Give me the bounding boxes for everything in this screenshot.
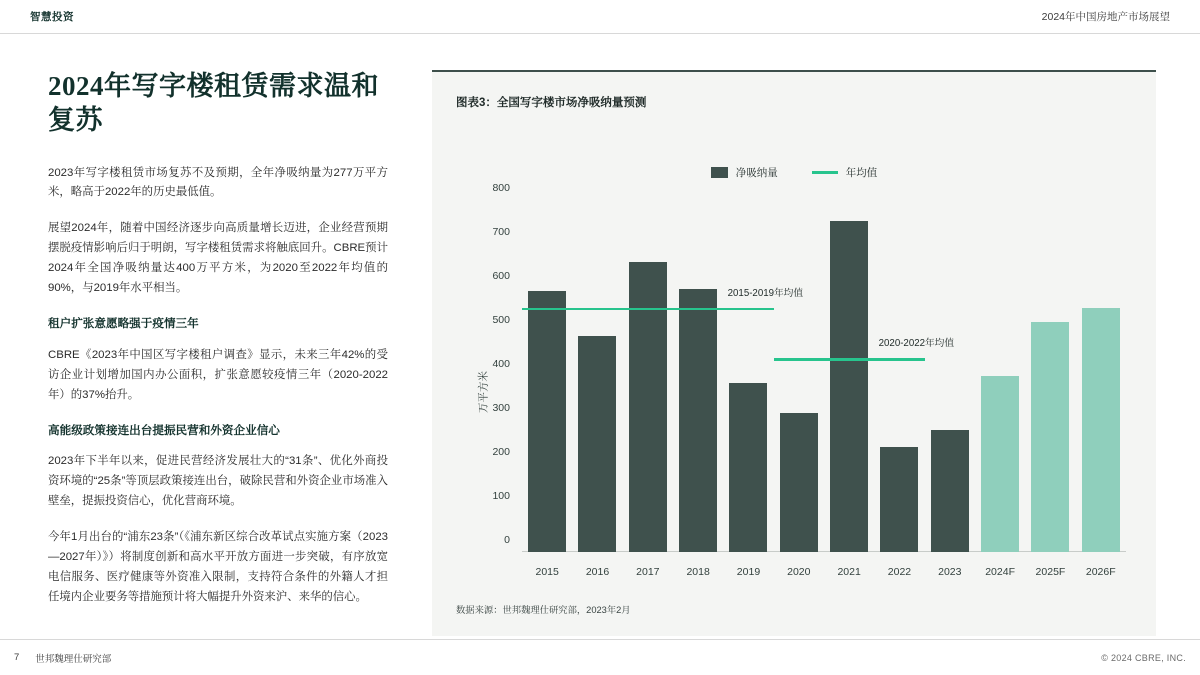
article-paragraph-2: 展望2024年，随着中国经济逐步向高质量增长迈进，企业经营预期摆脱疫情影响后归于明朗，写字楼租赁需求将触底回升。CBRE预计2024年全国净吸纳量达400万平方米，为2020至2022年均值的90%，与2019年水平相当。: [48, 222, 388, 295]
x-tick-2018: 2018: [686, 566, 710, 578]
plot-canvas: [492, 182, 1126, 552]
footer-org: 世邦魏理仕研究部: [35, 653, 112, 665]
article-column: [48, 70, 388, 624]
bar-2016: [578, 336, 616, 552]
bar-slot-2024F: [975, 200, 1025, 552]
y-tick-800: 800: [492, 182, 510, 194]
bar-slot-2022: [874, 200, 924, 552]
bar-2015: [528, 291, 566, 552]
bar-2025F: [1031, 322, 1069, 552]
page-number: 7: [14, 652, 20, 663]
x-tick-2015: 2015: [535, 566, 559, 578]
bar-slot-2025F: [1025, 200, 1075, 552]
legend-item-net-absorption: [711, 165, 778, 180]
bar-2020: [780, 413, 818, 552]
x-tick-2023: 2023: [938, 566, 962, 578]
bar-slot-2020: [774, 200, 824, 552]
bar-slot-2021: [824, 200, 874, 552]
x-tick-2017: 2017: [636, 566, 660, 578]
y-tick-700: 700: [492, 226, 510, 238]
y-tick-300: 300: [492, 402, 510, 414]
x-axis-ticks: [522, 566, 1126, 578]
x-tick-2021: 2021: [837, 566, 861, 578]
bar-series: [522, 200, 1126, 552]
legend-label-net-absorption: 净吸纳量: [735, 167, 778, 179]
legend-line-swatch-icon: [812, 171, 838, 174]
chart-panel: [432, 70, 1156, 636]
x-tick-2019: 2019: [736, 566, 761, 578]
article-paragraph-3: CBRE《2023年中国区写字楼租户调查》显示，未来三年42%的受访企业计划增加国内办公面积，扩张意愿较疫情三年（2020-2022年）的37%抬升。: [48, 348, 388, 401]
average-line-1: [774, 358, 925, 361]
chart-source: 数据来源：世邦魏理仕研究部，2023年2月: [456, 605, 631, 615]
legend-bar-swatch-icon: [711, 167, 728, 178]
article-paragraph-4: 2023年下半年以来，促进民营经济发展壮大的“31条”、优化外商投资环境的“25条”等顶层政策接连出台，破除民营和外资企业市场准入壁垒，提振投资信心，优化营商环境。: [48, 455, 388, 508]
y-tick-500: 500: [492, 314, 510, 326]
footer-left: [14, 651, 111, 665]
bar-2018: [679, 289, 717, 552]
y-tick-600: 600: [492, 270, 510, 282]
average-line-0: [522, 308, 774, 311]
page-footer: [0, 639, 1200, 675]
bar-slot-2016: [572, 200, 622, 552]
bar-slot-2015: [522, 200, 572, 552]
y-tick-400: 400: [492, 358, 510, 370]
y-tick-200: 200: [492, 446, 510, 458]
x-tick-2016: 2016: [585, 566, 610, 578]
y-axis-label: 万平方米: [477, 371, 490, 413]
bar-slot-2026F: [1076, 200, 1126, 552]
article-paragraph-5: 今年1月出台的“浦东23条”（《浦东新区综合改革试点实施方案（2023—2027年）》）将制度创新和高水平开放方面进一步突破，有序放宽电信服务、医疗健康等外资准入限制，支持符合条件的外籍人才担任境内企业要务等措施预计将大幅提升外资来沪、来华的信心。: [48, 531, 388, 603]
legend-label-annual-average: 年均值: [845, 167, 878, 179]
chart-legend: [432, 165, 1156, 180]
bar-2023: [931, 430, 969, 552]
bar-2017: [629, 262, 667, 552]
y-tick-100: 100: [492, 490, 510, 502]
chart-title: 图表3：全国写字楼市场净吸纳量预测: [456, 97, 647, 109]
y-tick-0: 0: [504, 534, 510, 546]
bar-slot-2023: [925, 200, 975, 552]
bar-2022: [880, 447, 918, 552]
bar-2026F: [1082, 308, 1120, 552]
page-header: [0, 0, 1200, 34]
legend-item-annual-average: [812, 165, 878, 180]
bar-2024F: [981, 376, 1019, 552]
plot-area: [456, 182, 1132, 592]
average-label-1: 2020-2022年均值: [878, 338, 955, 350]
article-paragraph-1: 2023年写字楼租赁市场复苏不及预期，全年净吸纳量为277万平方米，略高于2022年的历史最低值。: [48, 166, 388, 199]
bar-2019: [729, 383, 767, 552]
bar-slot-2017: [623, 200, 673, 552]
x-tick-2022: 2022: [887, 566, 912, 578]
x-tick-2025F: 2025F: [1035, 566, 1066, 578]
x-tick-2026F: 2026F: [1085, 566, 1116, 578]
average-label-0: 2015-2019年均值: [727, 287, 804, 299]
bar-slot-2018: [673, 200, 723, 552]
bar-2021: [830, 221, 868, 552]
page-title: 2024年写字楼租赁需求温和复苏: [48, 71, 379, 135]
article-subhead-1: 租户扩张意愿略强于疫情三年: [48, 317, 199, 331]
x-tick-2020: 2020: [787, 566, 811, 578]
header-brand: 智慧投资: [30, 11, 74, 23]
x-tick-2024F: 2024F: [985, 566, 1015, 578]
footer-copyright: © 2024 CBRE, INC.: [1101, 652, 1186, 663]
header-report-title: 2024年中国房地产市场展望: [1041, 11, 1170, 23]
article-subhead-2: 高能级政策接连出台提振民营和外资企业信心: [48, 423, 280, 437]
bar-slot-2019: [723, 200, 773, 552]
